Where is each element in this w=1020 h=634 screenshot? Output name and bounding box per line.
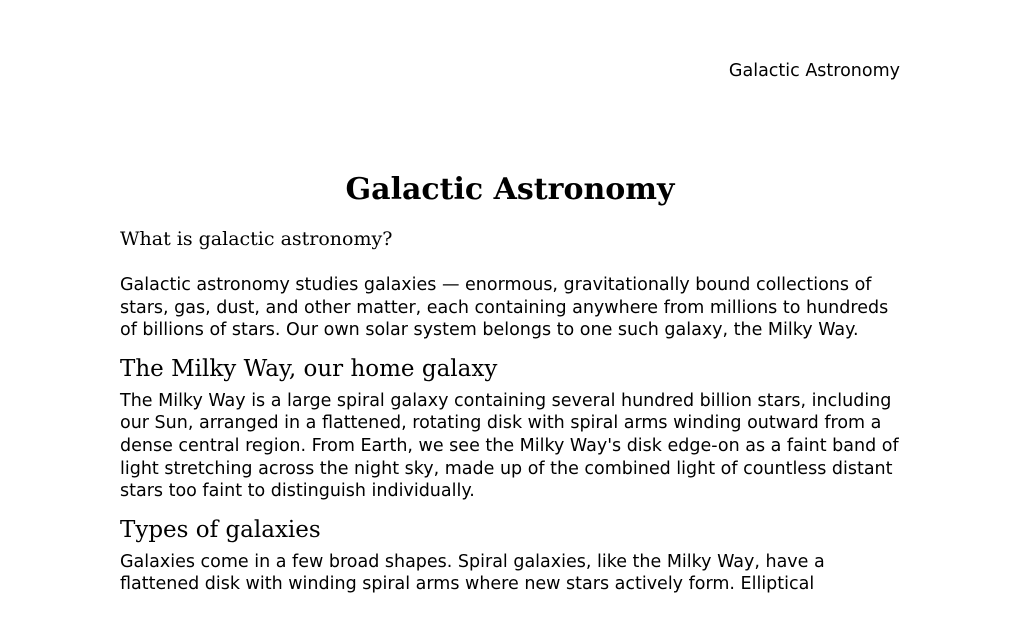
document-subtitle: What is galactic astronomy? [120,228,393,250]
document-body [120,170,900,608]
running-header: Galactic Astronomy [728,61,900,81]
document-title: Galactic Astronomy [345,172,675,207]
section-paragraph-milky-way: The Milky Way is a large spiral galaxy containing several hundred billion stars, including our Sun, arranged in a flattened, rotating disk with spiral arms winding outward from a dense central region. From Earth, we see the Milky Way's disk edge-on as a faint band of light stretching across the night sky, made up of the combined light of countless distant stars too faint to distinguish individually. [120,390,899,502]
intro-paragraph: Galactic astronomy studies galaxies — enormous, gravitationally bound collections of stars, gas, dust, and other matter, each containing anywhere from millions to hundreds of billions of stars. Our own solar system belongs to one such galaxy, the Milky Way. [120,275,889,341]
section-paragraph-types: Galaxies come in a few broad shapes. Spiral galaxies, like the Milky Way, have a flattened disk with winding spiral arms where new stars actively form. Elliptical [120,551,825,595]
section-heading-types: Types of galaxies [120,516,321,543]
section-heading-milky-way: The Milky Way, our home galaxy [120,355,498,382]
